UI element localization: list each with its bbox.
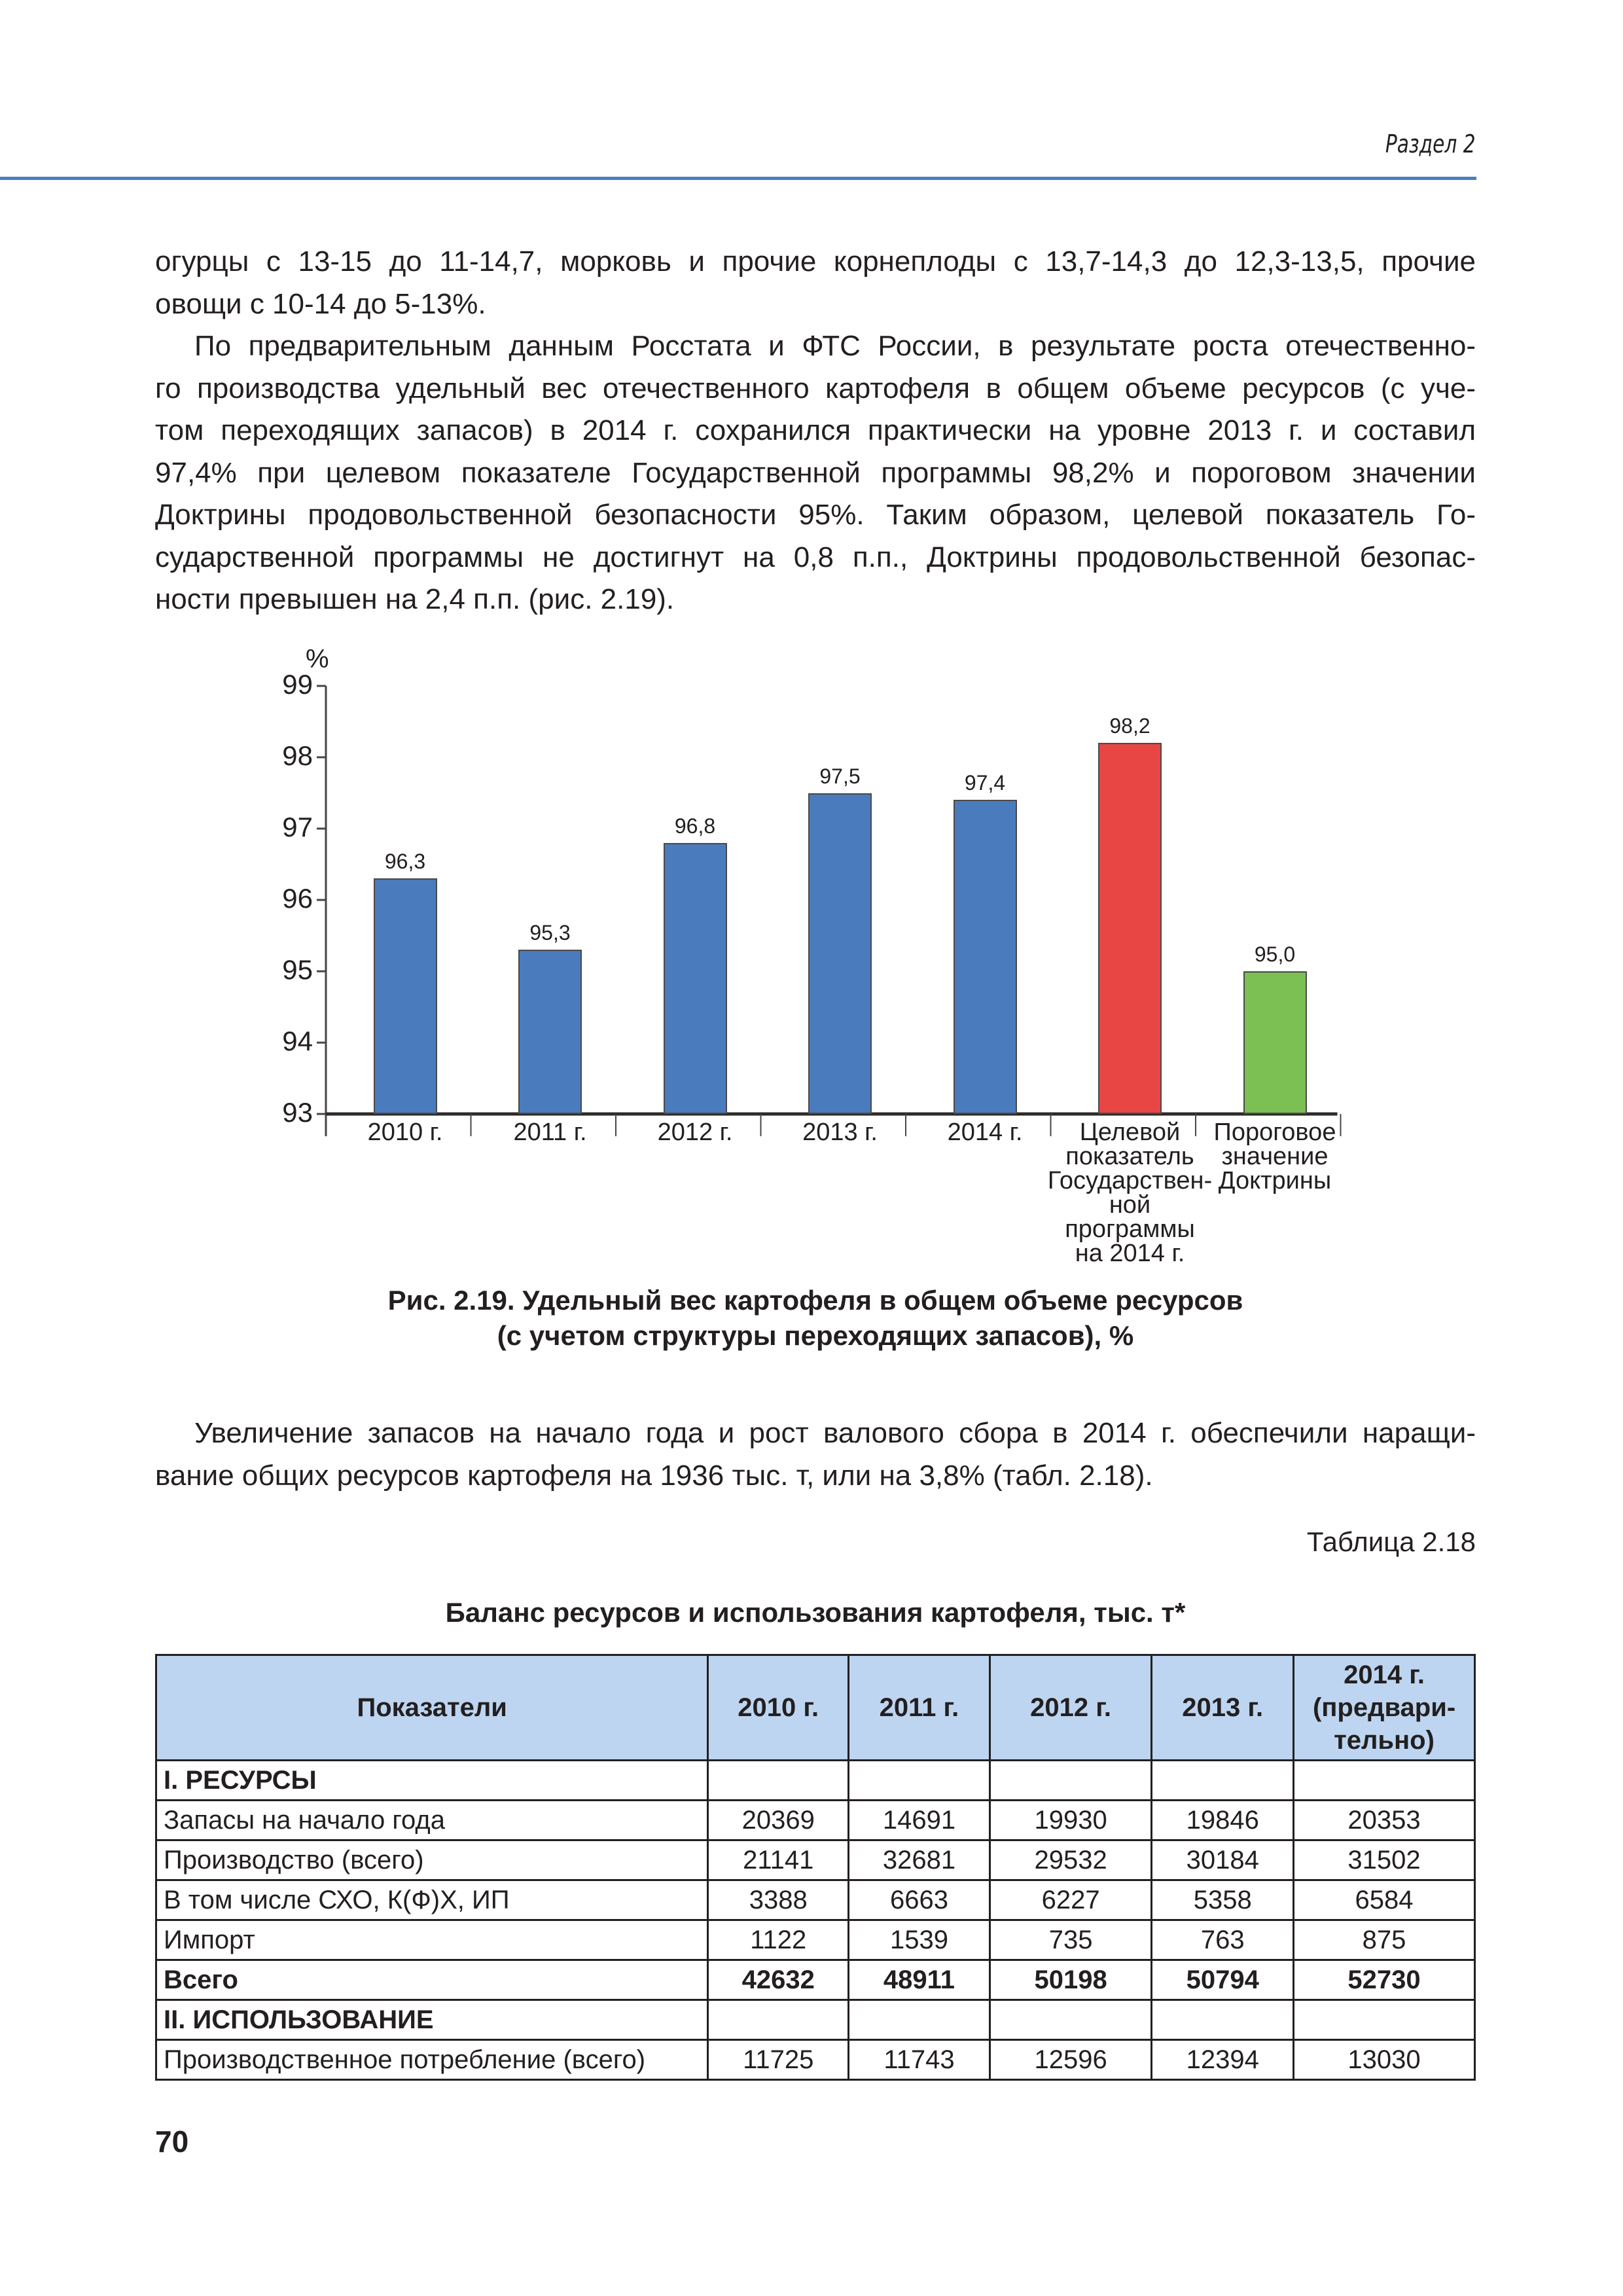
paragraph-3 [155, 1412, 1476, 1497]
x-tick-label-line: 2010 г. [367, 1119, 443, 1146]
cell-value [849, 1761, 990, 1801]
body-text-top [155, 241, 1476, 621]
x-tick-label [320, 1121, 490, 1145]
text-line: вание общих ресурсов картофеля на 1936 тыс. т, или на 3,8% (табл. 2.18). [155, 1459, 1153, 1492]
x-tick-label-line: 2013 г. [802, 1119, 878, 1146]
cell-value: 19930 [990, 1801, 1152, 1840]
y-tick-label: 93 [282, 1097, 313, 1128]
cell-value: 6663 [849, 1880, 990, 1920]
text-line: огурцы с 13-15 до 11-14,7, морковь и прочие корнеплоды с 13,7-14,3 до 12,3-13,5, прочие [155, 245, 1476, 278]
cell-value [1152, 1761, 1294, 1801]
cell-value: 11725 [708, 2040, 849, 2080]
paragraph-2 [155, 325, 1476, 621]
bar [954, 800, 1017, 1114]
row-label: Всего [156, 1960, 708, 2000]
cell-value: 1539 [849, 1920, 990, 1960]
cell-value: 20369 [708, 1801, 849, 1840]
x-tick-label-line: 2014 г. [947, 1119, 1023, 1146]
y-axis-unit: % [306, 645, 329, 673]
cell-value: 50794 [1152, 1960, 1294, 2000]
table-row [156, 1801, 1475, 1840]
cell-value: 12596 [990, 2040, 1152, 2080]
text-line: Доктрины продовольственной безопасности 95%. Таким образом, целевой показатель Го- [155, 499, 1476, 531]
body-text-bottom [155, 1412, 1476, 1497]
cell-value: 3388 [708, 1880, 849, 1920]
table-header-row [156, 1655, 1475, 1761]
bar-value-label: 97,5 [819, 764, 861, 788]
text-line: Увеличение запасов на начало года и рост валового сбора в 2014 г. обеспечили наращи- [194, 1417, 1476, 1449]
row-label: Производственное потребление (всего) [156, 2040, 708, 2080]
cell-value [1152, 2000, 1294, 2040]
x-tick-label [755, 1121, 925, 1145]
cell-value: 29532 [990, 1840, 1152, 1880]
cell-value [849, 2000, 990, 2040]
table-row [156, 1920, 1475, 1960]
header-line: (предвари- [1312, 1693, 1456, 1722]
caption-line-1: Рис. 2.19. Удельный вес картофеля в общем объеме ресурсов [387, 1285, 1243, 1316]
x-tick-label-line: Доктрины [1218, 1167, 1332, 1194]
x-tick-label-line: значение [1221, 1143, 1329, 1170]
row-label: Импорт [156, 1920, 708, 1960]
cell-value [990, 2000, 1152, 2040]
text-line: По предварительным данным Росстата и ФТС России, в результате роста отечественно- [194, 330, 1476, 362]
bar-value-label: 98,2 [1109, 714, 1150, 738]
x-tick-label-line: 2012 г. [657, 1119, 733, 1146]
paragraph-1 [155, 241, 1476, 325]
cell-value: 12394 [1152, 2040, 1294, 2080]
table-row [156, 1880, 1475, 1920]
cell-value: 52730 [1294, 1960, 1475, 2000]
header-line: тельно) [1334, 1726, 1435, 1755]
column-header: Показатели [156, 1655, 708, 1761]
caption-line-2: (с учетом структуры переходящих запасов), % [497, 1320, 1134, 1351]
column-header: 2010 г. [708, 1655, 849, 1761]
text-line: сударственной программы не достигнут на 0,8 п.п., Доктрины продовольственной безопас- [155, 541, 1476, 573]
table-row [156, 1960, 1475, 2000]
row-label: II. ИСПОЛЬЗОВАНИЕ [156, 2000, 708, 2040]
column-header-2014 [1294, 1655, 1475, 1761]
cell-value: 6584 [1294, 1880, 1475, 1920]
table-row [156, 2040, 1475, 2080]
cell-value: 11743 [849, 2040, 990, 2080]
header-rule [0, 177, 1476, 180]
x-tick-label [465, 1121, 635, 1145]
cell-value: 50198 [990, 1960, 1152, 2000]
cell-value [1294, 1761, 1475, 1801]
table-row [156, 1761, 1475, 1801]
column-header: 2011 г. [849, 1655, 990, 1761]
x-tick-label-line: показатель [1065, 1143, 1194, 1170]
cell-value [708, 1761, 849, 1801]
cell-value [1294, 2000, 1475, 2040]
bar-value-label: 97,4 [964, 771, 1006, 795]
table-number: Таблица 2.18 [1306, 1526, 1476, 1557]
running-head: Раздел 2 [1385, 130, 1476, 158]
column-header: 2013 г. [1152, 1655, 1294, 1761]
cell-value [708, 2000, 849, 2040]
x-tick-label [1045, 1121, 1215, 1266]
text-line: ности превышен на 2,4 п.п. (рис. 2.19). [155, 583, 675, 615]
cell-value: 30184 [1152, 1840, 1294, 1880]
x-tick-label-line: Государствен- [1047, 1167, 1213, 1194]
cell-value [990, 1761, 1152, 1801]
bar-value-label: 95,0 [1254, 942, 1296, 966]
cell-value: 32681 [849, 1840, 990, 1880]
cell-value: 31502 [1294, 1840, 1475, 1880]
bar-value-label: 96,8 [674, 814, 716, 838]
text-line: 97,4% при целевом показателе Государственной программы 98,2% и пороговом значении [155, 456, 1476, 489]
bar-value-label: 96,3 [384, 850, 426, 874]
x-tick-label [900, 1121, 1070, 1145]
cell-value: 13030 [1294, 2040, 1475, 2080]
bar [374, 878, 437, 1114]
row-label: Запасы на начало года [156, 1801, 708, 1840]
table-row [156, 2000, 1475, 2040]
cell-value: 5358 [1152, 1880, 1294, 1920]
bar [1243, 971, 1307, 1114]
x-tick-label-line: на 2014 г. [1075, 1240, 1185, 1267]
cell-value: 21141 [708, 1840, 849, 1880]
cell-value: 735 [990, 1920, 1152, 1960]
row-label: В том числе СХО, К(Ф)Х, ИП [156, 1880, 708, 1920]
x-tick-label-line: ной программы [1065, 1191, 1195, 1243]
bar-value-label: 95,3 [529, 921, 571, 945]
x-tick-label-line: Целевой [1079, 1119, 1181, 1146]
cell-value: 763 [1152, 1920, 1294, 1960]
cell-value: 19846 [1152, 1801, 1294, 1840]
x-tick-label-line: Пороговое [1213, 1119, 1336, 1146]
x-tick-label [1190, 1121, 1360, 1193]
cell-value: 1122 [708, 1920, 849, 1960]
header-line: 2014 г. [1344, 1660, 1425, 1689]
cell-value: 20353 [1294, 1801, 1475, 1840]
text-line: том переходящих запасов) в 2014 г. сохранился практически на уровне 2013 г. и составил [155, 414, 1476, 446]
figure-caption [155, 1283, 1476, 1354]
cell-value: 875 [1294, 1920, 1475, 1960]
bar [1098, 743, 1162, 1114]
text-line: го производства удельный вес отечественного картофеля в общем объеме ресурсов (с уче- [155, 372, 1476, 404]
y-tick-label: 97 [282, 812, 313, 842]
row-label: I. РЕСУРСЫ [156, 1761, 708, 1801]
column-header: 2012 г. [990, 1655, 1152, 1761]
x-tick-label-line: 2011 г. [513, 1119, 587, 1146]
y-tick-label: 94 [282, 1026, 313, 1056]
y-tick-label: 98 [282, 740, 313, 771]
text-line: овощи с 10-14 до 5-13%. [155, 287, 486, 320]
resource-balance-table [155, 1654, 1476, 2081]
bar [664, 843, 727, 1114]
cell-value: 42632 [708, 1960, 849, 2000]
bar [518, 950, 582, 1114]
y-tick-label: 96 [282, 883, 313, 914]
table-row [156, 1840, 1475, 1880]
cell-value: 6227 [990, 1880, 1152, 1920]
y-tick-label: 95 [282, 954, 313, 985]
row-label: Производство (всего) [156, 1840, 708, 1880]
page-number: 70 [155, 2125, 189, 2159]
y-tick-label: 99 [282, 669, 313, 700]
bar [808, 793, 872, 1115]
x-tick-label [610, 1121, 780, 1145]
table-title: Баланс ресурсов и использования картофеля, тыс. т* [445, 1597, 1186, 1628]
cell-value: 48911 [849, 1960, 990, 2000]
cell-value: 14691 [849, 1801, 990, 1840]
